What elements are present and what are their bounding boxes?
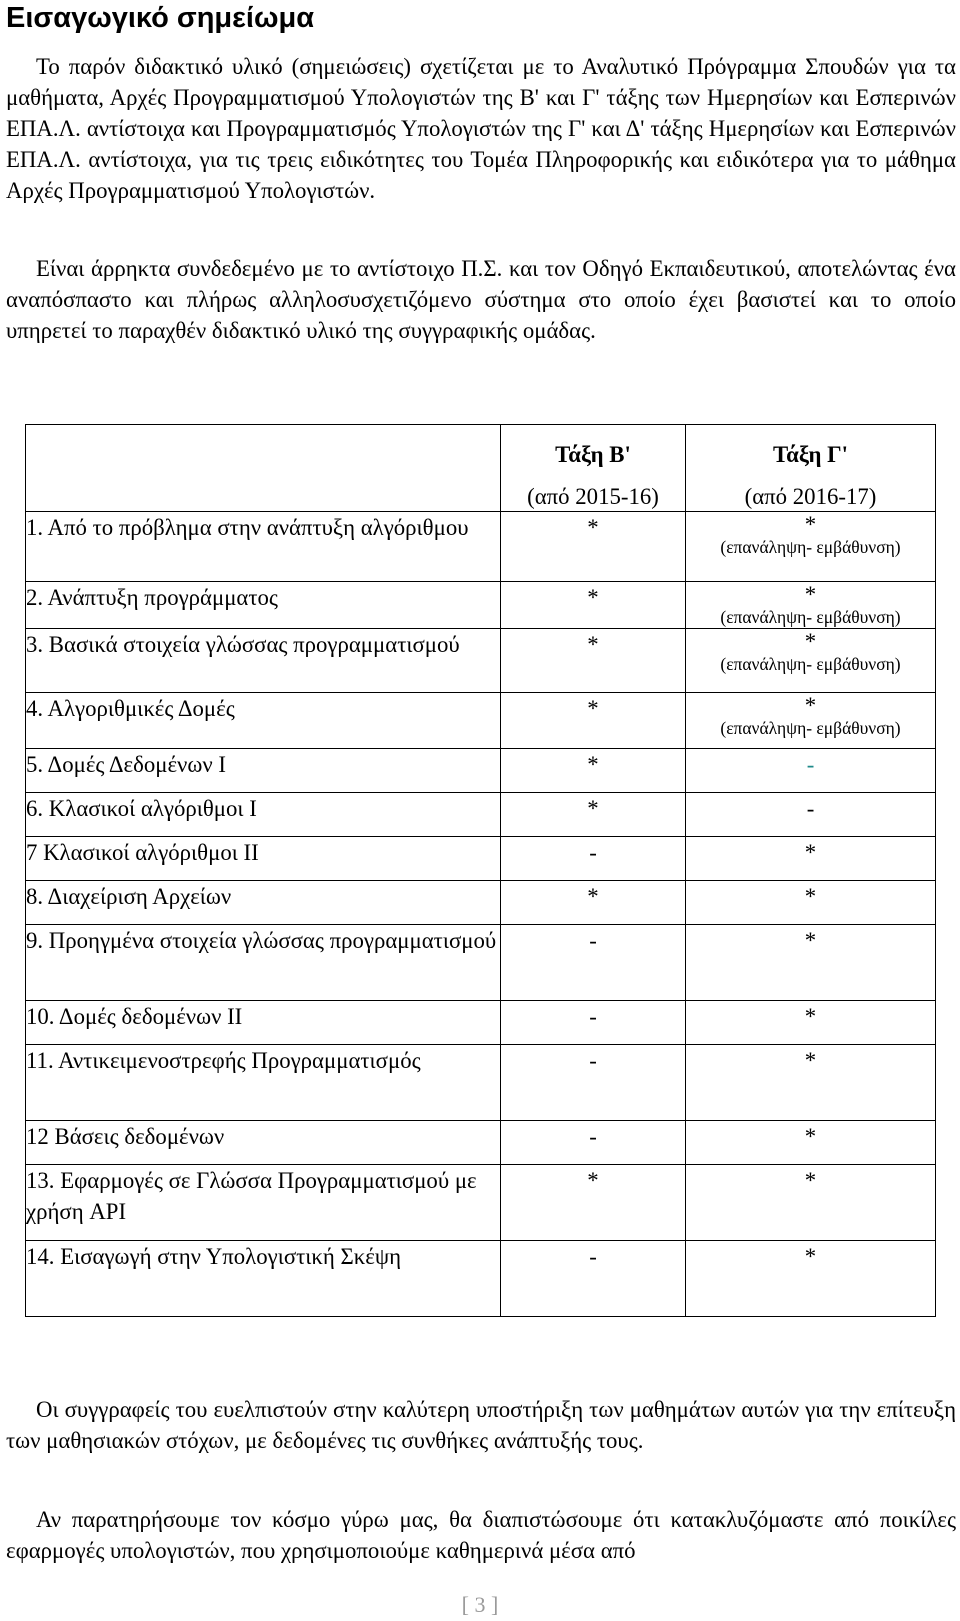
- class-c-mark-symbol: *: [804, 693, 817, 718]
- class-b-mark: *: [501, 582, 686, 629]
- table-row: [26, 881, 936, 925]
- topic-cell: 6. Κλασικοί αλγόριθμοι Ι: [26, 793, 501, 837]
- curriculum-paragraph: Είναι άρρηκτα συνδεδεμένο με το αντίστοιχο Π.Σ. και τον Οδηγό Εκπαιδευτικού, αποτελώντας ένα αναπόσπαστο και πλήρως αλληλοσυσχετιζόμενο σύστημα στο οποίο έχει βασιστεί και το οποίο υπηρετεί το παραχθέν διδακτικό υλικό της συγγραφικής ομάδας.: [6, 256, 956, 343]
- topic-cell: 4. Αλγοριθμικές Δομές: [26, 693, 501, 749]
- class-b-mark: -: [501, 925, 686, 1001]
- class-b-mark: *: [501, 693, 686, 749]
- table-row: [26, 512, 936, 582]
- class-c-note: (επανάληψη- εμβάθυνση): [720, 654, 901, 674]
- class-c-mark: *: [686, 1001, 936, 1045]
- class-c-mark: [686, 582, 936, 629]
- table-row: [26, 1045, 936, 1121]
- table-row: [26, 693, 936, 749]
- authors-paragraph: Οι συγγραφείς του ευελπιστούν στην καλύτερη υποστήριξη των μαθημάτων αυτών για την επίτευξη των μαθησιακών στόχων, με δεδομένες τις συνθήκες ανάπτυξής τους.: [6, 1397, 956, 1453]
- table-row: [26, 629, 936, 693]
- intro-paragraph: Το παρόν διδακτικό υλικό (σημειώσεις) σχετίζεται με το Αναλυτικό Πρόγραμμα Σπουδών για τα μαθήματα, Αρχές Προγραμματισμού Υπολογιστών της Β' και Γ' τάξης των Ημερησίων και Εσπερινών ΕΠΑ.Λ. αντίστοιχα και Προγραμματισμός Υπολογιστών της Γ' και Δ' τάξης Ημερησίων και Εσπερινών ΕΠΑ.Λ. αντίστοιχα, για τις τρεις ειδικότητες του Τομέα Πληροφορικής και ειδικότερα για το μάθημα Αρχές Προγραμματισμού Υπολογιστών.: [6, 54, 956, 203]
- class-c-mark: -: [686, 793, 936, 837]
- class-c-note: (επανάληψη- εμβάθυνση): [720, 718, 901, 738]
- class-c-mark: *: [686, 925, 936, 1001]
- class-c-mark: *: [686, 1165, 936, 1241]
- table-row: [26, 1241, 936, 1317]
- topic-cell: 2. Ανάπτυξη προγράμματος: [26, 582, 501, 629]
- header-class-c: [686, 425, 936, 512]
- topic-cell: 11. Αντικειμενοστρεφής Προγραμματισμός: [26, 1045, 501, 1121]
- class-b-subtitle: (από 2015-16): [527, 484, 659, 509]
- class-b-mark: *: [501, 793, 686, 837]
- header-empty-cell: [26, 425, 501, 512]
- header-class-b: [501, 425, 686, 512]
- table-header-row: [26, 425, 936, 512]
- class-c-mark: *: [686, 837, 936, 881]
- class-c-title: Τάξη Γ': [772, 442, 848, 467]
- class-c-mark: *: [686, 881, 936, 925]
- curriculum-table: [25, 424, 936, 1317]
- class-b-mark: -: [501, 1121, 686, 1165]
- page-heading: Εισαγωγικό σημείωμα: [6, 2, 315, 34]
- class-c-mark: *: [686, 1241, 936, 1317]
- class-b-mark: -: [501, 837, 686, 881]
- topic-cell: 10. Δομές δεδομένων ΙΙ: [26, 1001, 501, 1045]
- class-c-mark: [686, 693, 936, 749]
- topic-cell: 12 Βάσεις δεδομένων: [26, 1121, 501, 1165]
- applications-paragraph: Αν παρατηρήσουμε τον κόσμο γύρω μας, θα διαπιστώσουμε ότι κατακλυζόμαστε από ποικίλες εφαρμογές υπολογιστών, που χρησιμοποιούμε καθημερινά μέσα από: [6, 1507, 956, 1563]
- class-b-mark: -: [501, 1241, 686, 1317]
- class-c-mark-symbol: *: [804, 629, 817, 654]
- class-c-subtitle: (από 2016-17): [744, 484, 877, 509]
- class-b-title: Τάξη Β': [555, 442, 631, 467]
- class-c-mark: [686, 629, 936, 693]
- topic-cell: 1. Από το πρόβλημα στην ανάπτυξη αλγόριθμου: [26, 512, 501, 582]
- class-b-mark: *: [501, 629, 686, 693]
- class-b-mark: *: [501, 1165, 686, 1241]
- class-b-mark: *: [501, 512, 686, 582]
- page-number: [ 3 ]: [461, 1592, 499, 1617]
- class-c-note: (επανάληψη- εμβάθυνση): [720, 607, 901, 627]
- class-c-note: (επανάληψη- εμβάθυνση): [720, 537, 901, 557]
- class-b-mark: -: [501, 1045, 686, 1121]
- table-row: [26, 925, 936, 1001]
- topic-cell: 13. Εφαρμογές σε Γλώσσα Προγραμματισμού με χρήση API: [26, 1165, 501, 1241]
- topic-cell: 3. Βασικά στοιχεία γλώσσας προγραμματισμού: [26, 629, 501, 693]
- table-row: [26, 1165, 936, 1241]
- class-c-mark: *: [686, 1121, 936, 1165]
- class-b-mark: -: [501, 1001, 686, 1045]
- table-row: [26, 1121, 936, 1165]
- class-c-mark: [686, 512, 936, 582]
- table-row: [26, 793, 936, 837]
- class-c-mark: *: [686, 1045, 936, 1121]
- table-row: [26, 837, 936, 881]
- class-b-mark: *: [501, 749, 686, 793]
- class-c-mark: -: [686, 749, 936, 793]
- topic-cell: 7 Κλασικοί αλγόριθμοι ΙΙ: [26, 837, 501, 881]
- class-c-mark-symbol: *: [804, 582, 817, 607]
- class-b-mark: *: [501, 881, 686, 925]
- topic-cell: 5. Δομές Δεδομένων Ι: [26, 749, 501, 793]
- class-c-mark-symbol: *: [804, 512, 817, 537]
- table-row: [26, 582, 936, 629]
- topic-cell: 9. Προηγμένα στοιχεία γλώσσας προγραμματισμού: [26, 925, 501, 1001]
- table-row: [26, 1001, 936, 1045]
- topic-cell: 8. Διαχείριση Αρχείων: [26, 881, 501, 925]
- table-row: [26, 749, 936, 793]
- topic-cell: 14. Εισαγωγή στην Υπολογιστική Σκέψη: [26, 1241, 501, 1317]
